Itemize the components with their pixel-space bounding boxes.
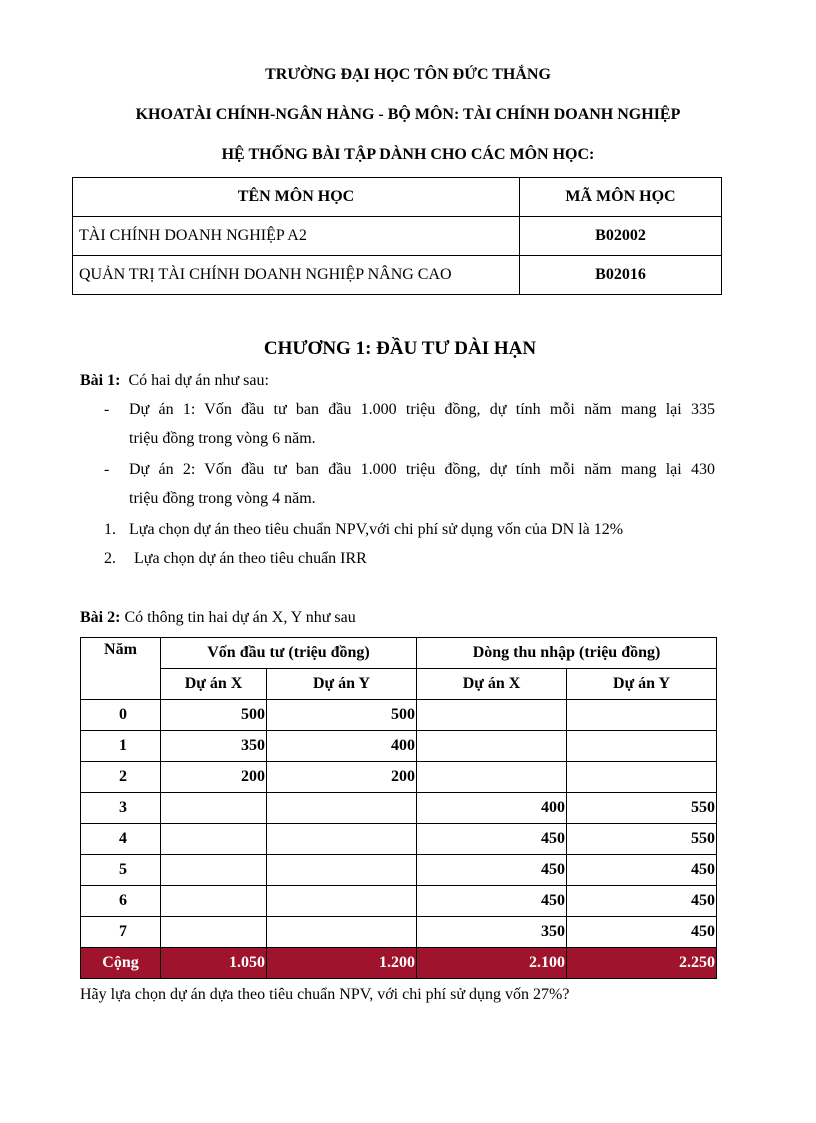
year-cell: 2 <box>81 762 161 793</box>
subject-code: B02002 <box>520 217 722 256</box>
bai2-intro: Có thông tin hai dự án X, Y như sau <box>124 609 356 626</box>
subject-name-header: TÊN MÔN HỌC <box>73 178 520 217</box>
bai1-item2-cont: triệu đồng trong vòng 4 năm. <box>129 490 316 507</box>
income-y-cell: 450 <box>567 855 717 886</box>
chapter-title: CHƯƠNG 1: ĐẦU TƯ DÀI HẠN <box>263 338 537 359</box>
year-header: Năm <box>81 638 161 700</box>
bai1-question2: Lựa chọn dự án theo tiêu chuẩn IRR <box>134 550 367 567</box>
subjects-table <box>72 177 722 295</box>
exercise-system-title: HỆ THỐNG BÀI TẬP DÀNH CHO CÁC MÔN HỌC: <box>221 146 595 163</box>
invest-y-header: Dự án Y <box>267 669 417 700</box>
subject-name: TÀI CHÍNH DOANH NGHIỆP A2 <box>73 217 520 256</box>
income-y-cell <box>567 731 717 762</box>
invest-y-cell: 500 <box>267 700 417 731</box>
total-income-y: 2.250 <box>567 948 717 979</box>
bai2-question: Hãy lựa chọn dự án dựa theo tiêu chuẩn NPV, với chi phí sử dụng vốn 27%? <box>80 986 570 1003</box>
projects-subheader-row <box>81 669 717 700</box>
bullet-dash: - <box>104 461 110 478</box>
table-row <box>81 700 717 731</box>
income-x-cell: 450 <box>417 886 567 917</box>
income-y-cell: 450 <box>567 886 717 917</box>
table-row <box>81 762 717 793</box>
question-number: 1. <box>104 521 116 538</box>
year-cell: 7 <box>81 917 161 948</box>
year-cell: 0 <box>81 700 161 731</box>
bai1-intro: Có hai dự án như sau: <box>128 372 269 389</box>
income-x-cell <box>417 731 567 762</box>
invest-y-cell <box>267 793 417 824</box>
total-label: Cộng <box>81 948 161 979</box>
year-cell: 4 <box>81 824 161 855</box>
invest-y-cell <box>267 886 417 917</box>
income-y-cell: 450 <box>567 917 717 948</box>
invest-y-cell: 200 <box>267 762 417 793</box>
projects-header-row <box>81 638 717 669</box>
invest-x-cell: 350 <box>161 731 267 762</box>
invest-x-cell <box>161 793 267 824</box>
income-y-cell <box>567 700 717 731</box>
year-cell: 1 <box>81 731 161 762</box>
income-x-cell: 400 <box>417 793 567 824</box>
invest-x-cell: 500 <box>161 700 267 731</box>
bai1-item2: Dự án 2: Vốn đầu tư ban đầu 1.000 triệu đồng, dự tính mỗi năm mang lại 430 <box>129 461 715 478</box>
total-invest-x: 1.050 <box>161 948 267 979</box>
invest-x-cell <box>161 886 267 917</box>
table-row <box>73 256 722 295</box>
year-cell: 3 <box>81 793 161 824</box>
subject-code-header: MÃ MÔN HỌC <box>520 178 722 217</box>
income-y-cell <box>567 762 717 793</box>
table-row <box>81 824 717 855</box>
total-income-x: 2.100 <box>417 948 567 979</box>
income-y-cell: 550 <box>567 824 717 855</box>
bai2-label: Bài 2: <box>80 609 121 626</box>
year-cell: 5 <box>81 855 161 886</box>
invest-x-cell <box>161 917 267 948</box>
subjects-header-row <box>73 178 722 217</box>
income-y-header: Dự án Y <box>567 669 717 700</box>
table-row <box>81 917 717 948</box>
total-row <box>81 948 717 979</box>
projects-table <box>80 637 717 979</box>
income-x-cell <box>417 700 567 731</box>
bai1-item1-cont: triệu đồng trong vòng 6 năm. <box>129 430 316 447</box>
bai1-item1: Dự án 1: Vốn đầu tư ban đầu 1.000 triệu đồng, dự tính mỗi năm mang lại 335 <box>129 401 715 418</box>
invest-y-cell <box>267 855 417 886</box>
invest-y-cell <box>267 917 417 948</box>
bai1-label: Bài 1: <box>80 372 121 389</box>
invest-x-cell: 200 <box>161 762 267 793</box>
table-row <box>81 886 717 917</box>
question-number: 2. <box>104 550 116 567</box>
bai1-question1: Lựa chọn dự án theo tiêu chuẩn NPV,với chi phí sử dụng vốn của DN là 12% <box>129 521 624 538</box>
table-row <box>81 731 717 762</box>
faculty-line: KHOATÀI CHÍNH-NGÂN HÀNG - BỘ MÔN: TÀI CHÍNH DOANH NGHIỆP <box>135 106 681 123</box>
investment-header: Vốn đầu tư (triệu đồng) <box>161 638 417 669</box>
invest-x-header: Dự án X <box>161 669 267 700</box>
bai2-intro-line <box>80 609 356 627</box>
income-x-cell: 450 <box>417 855 567 886</box>
year-cell: 6 <box>81 886 161 917</box>
income-header: Dòng thu nhập (triệu đồng) <box>417 638 717 669</box>
income-x-cell <box>417 762 567 793</box>
total-invest-y: 1.200 <box>267 948 417 979</box>
income-x-cell: 350 <box>417 917 567 948</box>
table-row <box>81 855 717 886</box>
income-x-cell: 450 <box>417 824 567 855</box>
bullet-dash: - <box>104 401 110 418</box>
invest-x-cell <box>161 824 267 855</box>
university-name: TRƯỜNG ĐẠI HỌC TÔN ĐỨC THẮNG <box>265 66 551 83</box>
bai1-intro-line <box>80 372 269 390</box>
subject-name: QUẢN TRỊ TÀI CHÍNH DOANH NGHIỆP NÂNG CAO <box>73 256 520 295</box>
table-row <box>73 217 722 256</box>
invest-x-cell <box>161 855 267 886</box>
table-row <box>81 793 717 824</box>
subject-code: B02016 <box>520 256 722 295</box>
income-x-header: Dự án X <box>417 669 567 700</box>
invest-y-cell: 400 <box>267 731 417 762</box>
invest-y-cell <box>267 824 417 855</box>
income-y-cell: 550 <box>567 793 717 824</box>
